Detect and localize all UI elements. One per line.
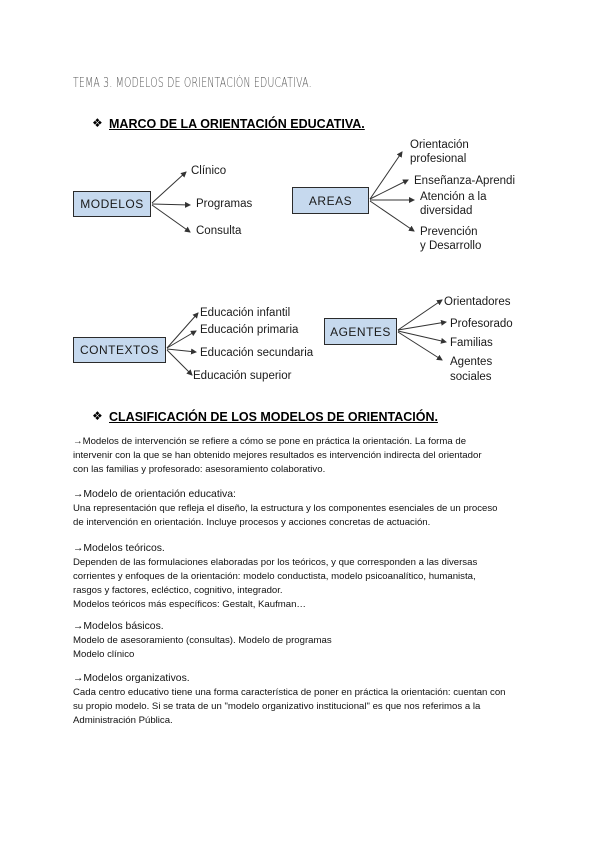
arrow-modelos-consulta <box>152 205 190 232</box>
text-line: →Modelos de intervención se refiere a cómo se pone en práctica la orientación. La forma de <box>73 436 467 447</box>
agentes-item-agentes: Agentes <box>450 356 493 368</box>
text-line: Modelos teóricos más específicos: Gestalt, Kaufman… <box>73 599 307 610</box>
arrow-contextos-secundaria <box>167 349 196 352</box>
paragraph-modelos-intervencion <box>73 435 533 477</box>
agentes-item-profesorado: Profesorado <box>450 318 513 330</box>
paragraph-head: →Modelos organizativos. <box>73 673 190 684</box>
paragraph-head: →Modelo de orientación educativa: <box>73 489 236 500</box>
paragraph-head: →Modelos teóricos. <box>73 543 165 554</box>
text-line: Dependen de las formulaciones elaboradas por los teóricos, y que corresponden a las diversas <box>73 557 478 568</box>
page-title: TEMA 3. MODELOS DE ORIENTACIÓN EDUCATIVA. <box>73 76 312 91</box>
arrow-modelos-clinico <box>152 172 186 203</box>
text-line: Modelo de asesoramiento (consultas). Modelo de programas <box>73 635 332 646</box>
areas-item-diversidad: diversidad <box>420 205 473 217</box>
paragraph-modelo-orientacion <box>73 488 533 530</box>
arrow-areas-ensenanza <box>370 180 408 199</box>
areas-item-desarrollo: y Desarrollo <box>420 240 482 252</box>
agentes-item-orientadores: Orientadores <box>444 296 511 308</box>
text-line: Modelo clínico <box>73 649 135 660</box>
bullet-icon: ❖ <box>92 116 103 130</box>
areas-item-atencion: Atención a la <box>420 191 487 203</box>
arrow-contextos-superior <box>167 350 192 375</box>
modelos-item-clinico: Clínico <box>191 165 227 177</box>
areas-box: AREAS <box>292 187 369 214</box>
text-line: corrientes y enfoques de la orientación: modelo conductista, modelo psicoanalítico, humanista, <box>73 571 476 582</box>
arrow-modelos-programas <box>152 204 190 205</box>
arrow-agentes-profesorado <box>398 322 446 330</box>
text-line: intervenir con la que se han obtenido mejores resultados es intervención indirecta del orientador <box>73 450 482 461</box>
modelos-item-programas: Programas <box>196 198 253 210</box>
areas-item-profesional: profesional <box>410 153 467 165</box>
agentes-item-familias: Familias <box>450 337 493 349</box>
contextos-item-superior: Educación superior <box>193 370 292 382</box>
contextos-box: CONTEXTOS <box>73 337 166 363</box>
text-line: con las familias y profesorado: asesoramiento colaborativo. <box>73 464 326 475</box>
arrow-contextos-primaria <box>167 331 196 348</box>
section-heading-clasificacion: CLASIFICACIÓN DE LOS MODELOS DE ORIENTACIÓN. <box>109 410 438 424</box>
section-heading-marco: MARCO DE LA ORIENTACIÓN EDUCATIVA. <box>109 117 365 131</box>
arrow-areas-prevencion <box>370 201 414 231</box>
arrow-agentes-orientadores <box>398 300 442 330</box>
text-line: Cada centro educativo tiene una forma característica de poner en práctica la orientación: cuentan con <box>73 687 506 698</box>
paragraph-modelos-teoricos <box>73 542 533 612</box>
text-line: de intervención en orientación. Incluye procesos y acciones concretas de actuación. <box>73 517 431 528</box>
areas-item-prevencion: Prevención <box>420 226 478 238</box>
areas-item-orientacion: Orientación <box>410 139 469 151</box>
agentes-item-sociales: sociales <box>450 371 492 383</box>
areas-item-ensenanza: Enseñanza-Aprendi <box>414 175 516 187</box>
modelos-box: MODELOS <box>73 191 151 217</box>
paragraph-head: →Modelos básicos. <box>73 621 164 632</box>
text-line: Una representación que refleja el diseño, la estructura y los componentes esenciales de un proceso <box>73 503 498 514</box>
bullet-icon: ❖ <box>92 409 103 423</box>
text-line: Administración Pública. <box>73 715 173 726</box>
paragraph-modelos-organizativos <box>73 672 533 728</box>
text-line: su propio modelo. Si se trata de un "modelo organizativo institucional" es que nos referimos a la <box>73 701 481 712</box>
arrow-areas-orientacion <box>370 152 402 199</box>
modelos-item-consulta: Consulta <box>196 225 242 237</box>
text-line: rasgos y factores, ecléctico, cognitivo, integrador. <box>73 585 283 596</box>
contextos-item-secundaria: Educación secundaria <box>200 347 314 359</box>
contextos-item-infantil: Educación infantil <box>200 307 291 319</box>
contextos-item-primaria: Educación primaria <box>200 324 299 336</box>
paragraph-modelos-basicos <box>73 620 533 662</box>
agentes-box: AGENTES <box>324 318 397 345</box>
arrow-contextos-infantil <box>167 313 198 348</box>
